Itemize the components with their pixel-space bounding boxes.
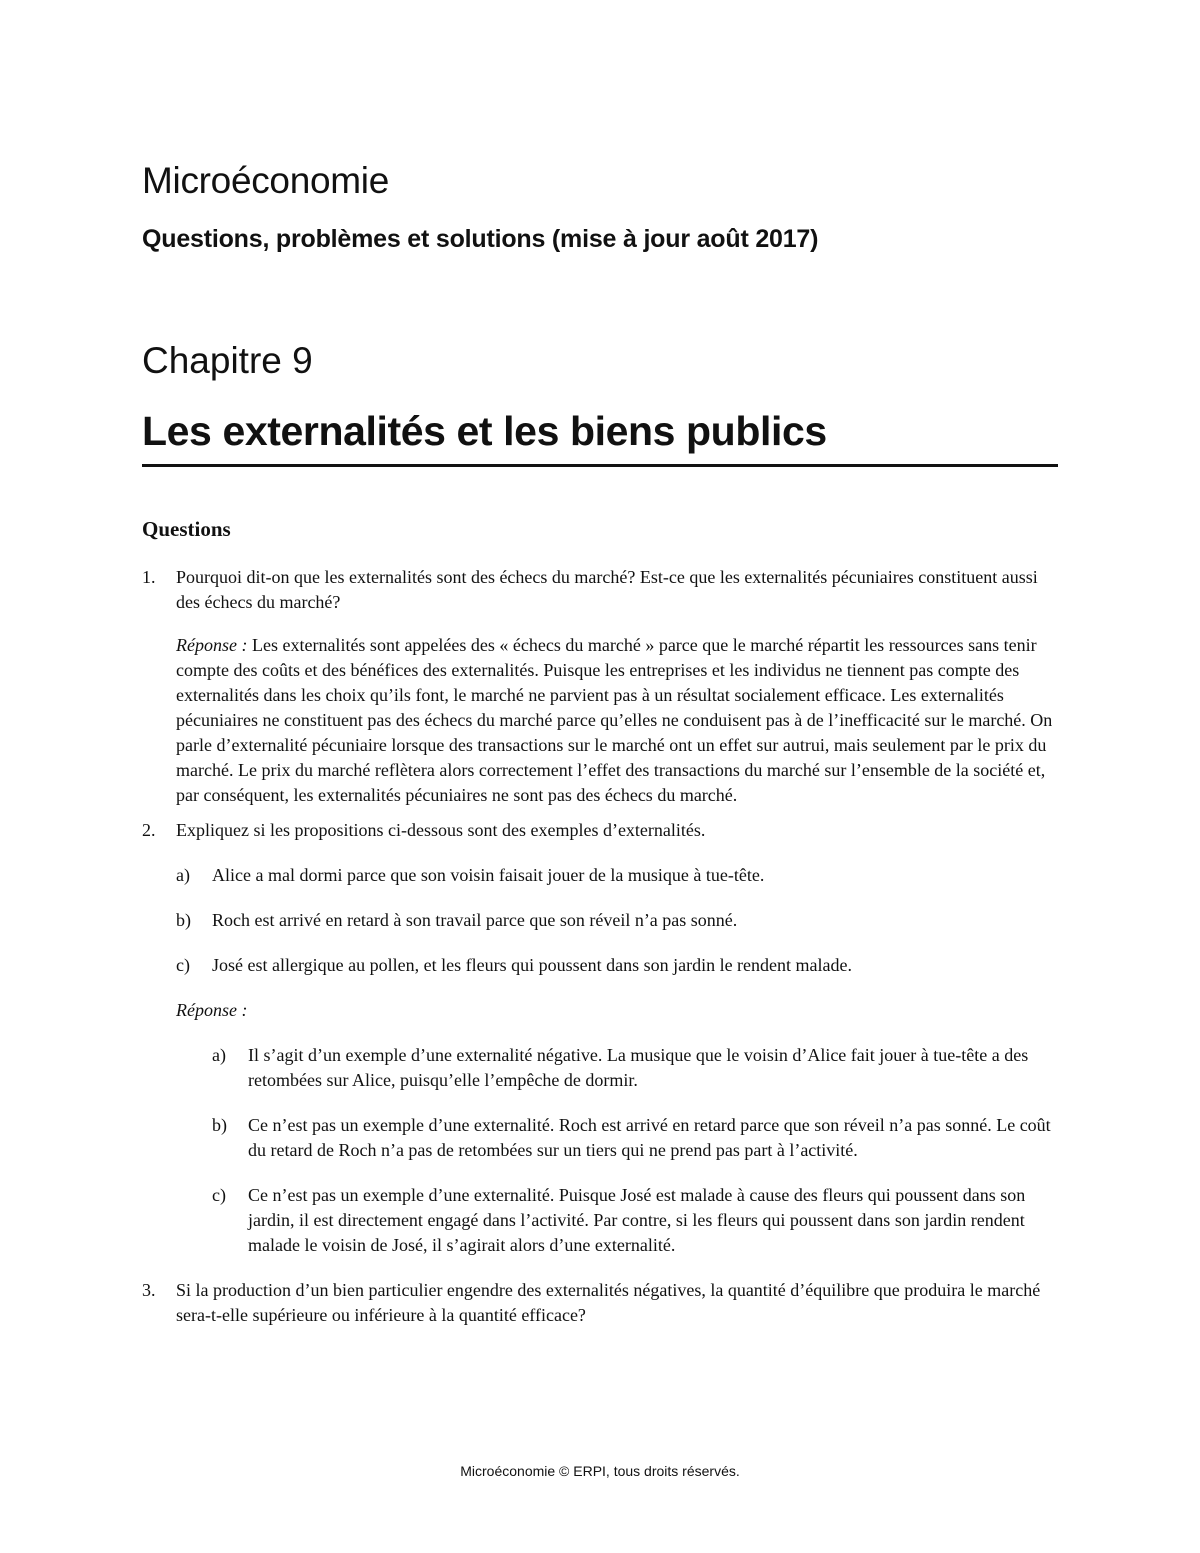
list-item [176, 953, 1060, 978]
question-text: Pourquoi dit-on que les externalités sont des échecs du marché? Est-ce que les externalités pécuniaires constituent aussi des échecs du marché? [176, 567, 1038, 612]
question-number: 3. [142, 1280, 156, 1300]
item-text: Alice a mal dormi parce que son voisin faisait jouer de la musique à tue-tête. [212, 865, 765, 885]
list-item [212, 1183, 1060, 1258]
list-item [176, 863, 1060, 888]
item-letter: c) [176, 955, 190, 975]
book-subtitle: Questions, problèmes et solutions (mise à jour août 2017) [142, 225, 819, 253]
item-letter: a) [176, 865, 190, 885]
item-text: Il s’agit d’un exemple d’une externalité négative. La musique que le voisin d’Alice fait jouer à tue-tête a des retombées sur Alice, puisqu’elle l’empêche de dormir. [248, 1045, 1029, 1090]
page-footer: Microéconomie © ERPI, tous droits réservés. [460, 1463, 740, 1479]
item-letter: c) [212, 1185, 226, 1205]
answer-paragraph [176, 998, 1060, 1023]
item-text: Ce n’est pas un exemple d’une externalité. Roch est arrivé en retard parce que son réveil n’a pas sonné. Le coût du retard de Roch n’a pas de retombées sur un tiers qui ne prend pas part à l’activité. [248, 1115, 1051, 1160]
title-divider [142, 464, 1058, 467]
answer-label: Réponse : [176, 1000, 248, 1020]
section-heading: Questions [142, 517, 231, 541]
item-letter: b) [212, 1115, 227, 1135]
question-text: Expliquez si les propositions ci-dessous sont des exemples d’externalités. [176, 820, 706, 840]
list-item [176, 908, 1060, 933]
item-text: Roch est arrivé en retard à son travail parce que son réveil n’a pas sonné. [212, 910, 738, 930]
item-letter: a) [212, 1045, 226, 1065]
chapter-label: Chapitre 9 [142, 340, 313, 381]
question-text: Si la production d’un bien particulier engendre des externalités négatives, la quantité d’équilibre que produira le marché sera-t-elle supérieure ou inférieure à la quantité efficace? [176, 1280, 1041, 1325]
list-item [212, 1043, 1060, 1093]
question-number: 2. [142, 820, 156, 840]
answer-text: Les externalités sont appelées des « échecs du marché » parce que le marché répartit les ressources sans tenir compte des coûts et des bénéfices des externalités. Puisque les entreprises et les individus ne tiennent pas compte des externalités dans les choix qu’ils font, le marché ne parvient pas à un résultat socialement efficace. Les externalités pécuniaires ne constituent pas des échecs du marché parce qu’elles ne conduisent pas à de l’inefficacité sur le marché. On parle d’externalité pécuniaire lorsque des transactions sur le marché ont un effet sur autrui, mais seulement par le prix du marché. Le prix du marché reflètera alors correctement l’effet des transactions du marché sur l’ensemble de la société et, par conséquent, les externalités pécuniaires ne sont pas des échecs du marché. [176, 635, 1053, 805]
item-text: José est allergique au pollen, et les fleurs qui poussent dans son jardin le rendent malade. [212, 955, 853, 975]
book-title: Microéconomie [142, 160, 389, 201]
question-3 [142, 1278, 1060, 1328]
list-item [212, 1113, 1060, 1163]
question-number: 1. [142, 567, 156, 587]
answer-paragraph [176, 633, 1060, 808]
questions-list [142, 565, 1060, 1328]
chapter-title: Les externalités et les biens publics [142, 408, 827, 454]
item-text: Ce n’est pas un exemple d’une externalité. Puisque José est malade à cause des fleurs qui poussent dans son jardin, il est directement engagé dans l’activité. Par contre, si les fleurs qui poussent dans son jardin rendent malade le voisin de José, il s’agirait alors d’une externalité. [248, 1185, 1026, 1255]
answer-label: Réponse : [176, 635, 248, 655]
question-2 [142, 818, 1060, 1258]
question-1 [142, 565, 1060, 808]
item-letter: b) [176, 910, 191, 930]
